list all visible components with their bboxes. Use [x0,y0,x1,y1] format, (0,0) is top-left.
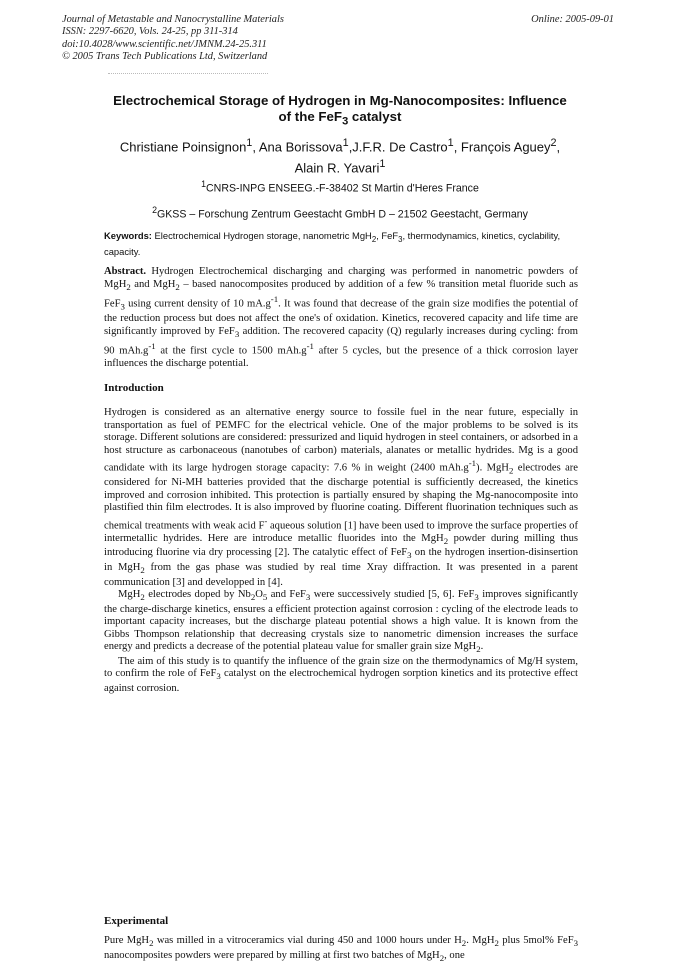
abstract-label: Abstract. [104,266,147,277]
affiliation-2: $^2$GKSS – Forschung Zentrum Geestacht GmbH D – 21502 Geestacht, Germany [152,205,528,221]
journal-header [62,14,482,64]
doi-line: doi:10.4028/www.scientific.net/JMNM.24-25.311 [62,38,267,50]
copyright-line: © 2005 Trans Tech Publications Ltd, Switzerland [62,51,268,63]
keywords: Keywords: Electrochemical Hydrogen storage, nanometric MgH$_2$, FeF$_3$, thermodynamics, kinetics, cyclability, capacity. [104,230,561,257]
affiliation-1: $^1$CNRS-INPG ENSEEG.-F-38402 St Martin d'Heres France [201,179,479,195]
introduction-body [104,407,578,695]
experimental-paragraph-1: Pure MgH$_2$ was milled in a vitroceramics vial during 450 and 1000 hours under $H_2$. MgH$_2$ plus 5mol% FeF$_3$ nanocomposites powders were prepared by milling at first two batches of MgH$_2$, one [104,935,579,963]
intro-paragraph-3: The aim of this study is to quantify the influence of the grain size on the thermodynamics of Mg/H system, to confirm the role of FeF$_3$ catalyst on the electrochemical hydrogen sorption kinetics and its protective effect against corrosion. [104,655,578,694]
experimental-heading: Experimental [104,915,169,927]
intro-paragraph-2: MgH$_2$ electrodes doped by $Nb_2O_5$ and FeF$_3$ were successively studied [5, 6]. FeF$_3$ improves significantly the charge-discharge kinetics, ensures a efficient protection against corrosion : cycling of the electrode leads to important capacity increases, but the discharge plateau potential shows a high value. It is known from the Gibbs Thompson relationship that decreasing crystals size to nanometric dimension increases the surface energy and predicts a decrease of the potential plateau value for smaller grain size MgH$_2$. [104,589,579,655]
author-line-1: Christiane Poinsignon$^1$, Ana Borissova$^1$,J.F.R. De Castro$^1$, François Aguey$^2$, [119,137,561,155]
title-line-2: of the FeF$_3$ catalyst [278,109,402,128]
abstract: Abstract. Hydrogen Electrochemical discharging and charging was performed in nanometric powders of MgH$_2$ and MgH$_2$ – based nanocomposites produced by addition of a few % transition metal fluoride such as FeF$_3$ using current density of 10 $mA.g^{-1}$. It was found that decrease of the grain size modifies the potential of the reduction process but does not affect the one's of oxidation. Kinetics, recovered capacity and life time are significantly improved by FeF$_3$ addition. The recovered capacity (Q) regularly increases during cycling: from 90 $mAh.g^{-1}$ at the first cycle to 1500 $mAh.g^{-1}$ after 5 cycles, but the presence of a thick corrosion layer influences the discharge potential. [104,266,579,370]
experimental-body [104,935,578,964]
paper-title [80,93,600,130]
title-line-1: Electrochemical Storage of Hydrogen in Mg-Nanocomposites: Influence [113,93,567,108]
issn-line: ISSN: 2297-6620, Vols. 24-25, pp 311-314 [62,26,238,38]
author-line-2: Alain R. Yavari$^1$ [294,157,386,176]
introduction-heading: Introduction [104,382,164,394]
author-list [70,135,610,177]
journal-name: Journal of Metastable and Nanocrystalline Materials [62,14,284,25]
online-date: Online: 2005-09-01 [531,14,614,25]
header-divider [108,73,268,74]
intro-paragraph-1: Hydrogen is considered as an alternative energy source to fossile fuel in the near future, especially in transportation as fuel of PEMFC for the electrical vehicle. One of the major problems to be solved is its storage. Different solutions are considered: pressurized and liquid hydrogen in steel containers, or adsorbed in a host structure as carbonaceous (nanotubes of carbon) materials, alanates or metallic hydrides. Mg is a good candidate with its large hydrogen storage capacity: 7.6 % in weight (2400 $mAh.g^{-1}$). MgH$_2$ electrodes are considered for Ni-MH batteries provided that the discharge potential is sufficiently decreased, the kinetics improved and corrosion inhibited. This protection is partially ensured by shaping the Mg-nanocomposite into plastified thin film electrodes. It is also improved by fluorine coating. Different fluorination techniques such as chemical treatments with weak acid F- aqueous solution [1] have been used to improve the surface properties of intermetallic hydrides. Here are introduce metallic fluorides into the MgH$_2$ powder during milling thus introducing fluorine via dry processing [2]. The catalytic effect of FeF$_3$ on the hydrogen insertion-disinsertion in MgH$_2$ from the gas phase was studied by real time Xray diffraction. It was presented in a parent communication [3] and developped in [4]. [104,407,579,588]
keywords-label: Keywords: [104,230,152,241]
